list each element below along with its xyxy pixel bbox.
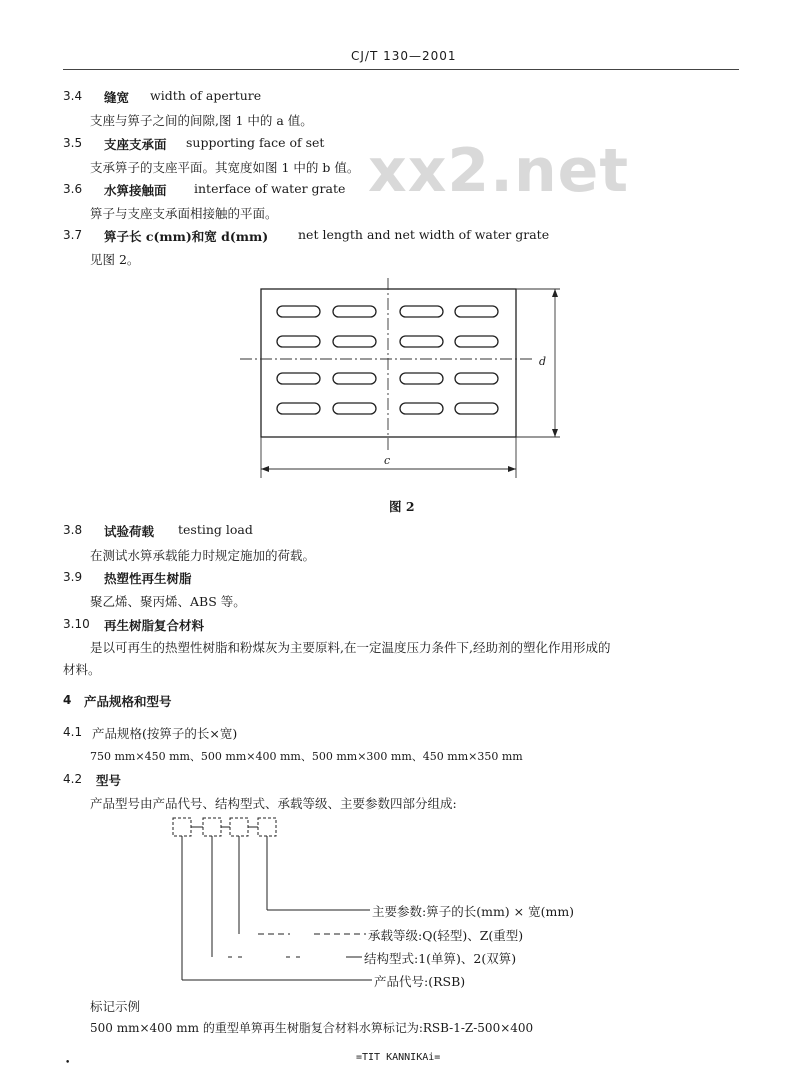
term-number: 3.10 <box>63 617 90 631</box>
figure-caption: 图 2 <box>389 499 415 514</box>
term-definition-line-1: 是以可再生的热塑性树脂和粉煤灰为主要原料,在一定温度压力条件下,经助剂的塑化作用形成的 <box>90 640 611 655</box>
term-definition: 聚乙烯、聚丙烯、ABS 等。 <box>90 594 246 609</box>
term-definition: 支承箅子的支座平面。其宽度如图 1 中的 b 值。 <box>90 160 360 175</box>
subsection-title: 产品规格(按箅子的长×宽) <box>92 726 238 741</box>
page-dot: • <box>65 1058 71 1068</box>
subsection-number: 4.1 <box>63 725 83 739</box>
term-en: width of aperture <box>150 88 262 103</box>
term-zh: 试验荷载 <box>104 524 155 539</box>
section-number: 4 <box>63 693 72 707</box>
subsection-body: 产品型号由产品代号、结构型式、承载等级、主要参数四部分组成: <box>90 796 457 811</box>
label-product-code: 产品代号:(RSB) <box>374 974 466 989</box>
dimension-label-d: d <box>539 355 547 368</box>
term-zh: 水箅接触面 <box>104 183 167 198</box>
footer-mark: =TIT KANNIKAi= <box>356 1052 441 1063</box>
subsection-title: 型号 <box>96 773 122 788</box>
watermark: xx2.net <box>368 136 630 206</box>
term-zh: 热塑性再生树脂 <box>104 571 192 586</box>
term-zh: 支座支承面 <box>104 137 167 152</box>
term-definition: 在测试水箅承载能力时规定施加的荷载。 <box>90 548 316 563</box>
term-en: supporting face of set <box>186 135 325 150</box>
term-number: 3.6 <box>63 182 83 196</box>
term-number: 3.4 <box>63 89 83 103</box>
subsection-number: 4.2 <box>63 772 83 786</box>
term-definition: 箅子与支座支承面相接触的平面。 <box>90 206 278 221</box>
example-body: 500 mm×400 mm 的重型单箅再生树脂复合材料水箅标记为:RSB-1-Z-500×400 <box>90 1021 534 1035</box>
term-number: 3.7 <box>63 228 83 242</box>
term-en: testing load <box>178 522 253 537</box>
label-main-params: 主要参数:箅子的长(mm) × 宽(mm) <box>372 904 575 919</box>
label-load-class: 承载等级:Q(轻型)、Z(重型) <box>368 928 524 943</box>
term-zh: 缝宽 <box>104 90 130 105</box>
size-list: 750 mm×450 mm、500 mm×400 mm、500 mm×300 mm、450 mm×350 mm <box>90 750 523 763</box>
term-definition: 见图 2。 <box>90 252 140 267</box>
example-title: 标记示例 <box>90 999 141 1014</box>
term-zh: 再生树脂复合材料 <box>104 618 205 633</box>
term-number: 3.9 <box>63 570 83 584</box>
term-en: interface of water grate <box>194 181 346 196</box>
term-en: net length and net width of water grate <box>298 227 550 242</box>
term-definition-line-2: 材料。 <box>63 662 101 677</box>
term-number: 3.8 <box>63 523 83 537</box>
label-structure-type: 结构型式:1(单箅)、2(双箅) <box>364 951 517 966</box>
dimension-label-c: c <box>384 454 391 467</box>
section-title: 产品规格和型号 <box>84 694 172 709</box>
term-definition: 支座与箅子之间的间隙,图 1 中的 a 值。 <box>90 113 313 128</box>
standard-number: CJ/T 130—2001 <box>351 49 457 63</box>
term-zh: 箅子长 c(mm)和宽 d(mm) <box>104 229 269 244</box>
term-number: 3.5 <box>63 136 83 150</box>
